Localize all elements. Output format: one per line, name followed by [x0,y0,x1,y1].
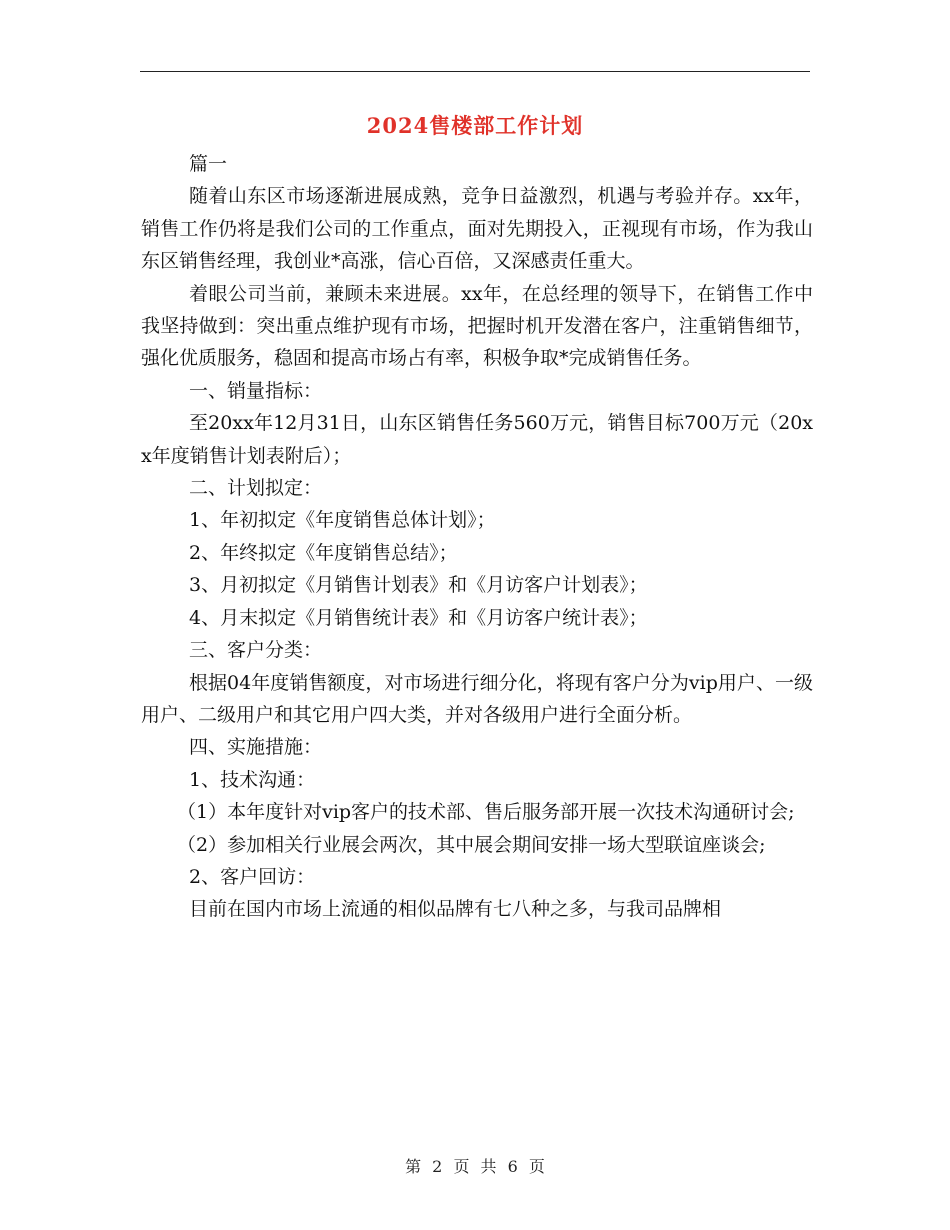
subheading-customer-revisit: 2、客户回访： [189,865,316,888]
list-item-plan-1: 1、年初拟定《年度销售总体计划》； [189,509,496,532]
list-item-plan-2: 2、年终拟定《年度销售总结》； [189,541,458,564]
subheading-tech-communication: 1、技术沟通： [189,768,316,791]
paragraph-customer-revisit: 目前在国内市场上流通的相似品牌有七八种之多，与我司品牌相 [189,898,722,921]
header-rule [140,71,810,72]
list-item-plan-4: 4、月末拟定《月销售统计表》和《月访客户统计表》； [189,606,648,629]
paragraph-intro: 随着山东区市场逐渐进展成熟，竞争日益激烈，机遇与考验并存。xx年，销售工作仍将是我们公司的工作重点，面对先期投入，正视现有市场，作为我山东区销售经理，我创业*高涨，信心百倍，又深感责任重大。 [141,185,813,273]
heading-plan-drafting: 二、计划拟定： [189,477,323,500]
heading-measures: 四、实施措施： [189,736,323,759]
list-item-plan-3: 3、月初拟定《月销售计划表》和《月访客户计划表》； [189,574,648,597]
paragraph-customer-classification: 根据04年度销售额度，对市场进行细分化，将现有客户分为vip用户、一级用户、二级用户和其它用户四大类，并对各级用户进行全面分析。 [141,671,813,726]
document-body [141,148,813,926]
heading-customer-classification: 三、客户分类： [189,639,323,662]
list-item-tech-2: （2）参加相关行业展会两次，其中展会期间安排一场大型联谊座谈会; [177,833,766,856]
page-number: 第 2 页 共 6 页 [405,1157,545,1176]
document-title: 2024售楼部工作计划 [366,113,584,138]
paragraph-sales-target: 至20xx年12月31日，山东区销售任务560万元，销售目标700万元（20xx年度销售计划表附后）； [141,412,813,467]
list-item-tech-1: （1）本年度针对vip客户的技术部、售后服务部开展一次技术沟通研讨会; [177,801,795,824]
paragraph-section-label: 篇一 [189,153,228,175]
paragraph-focus: 着眼公司当前，兼顾未来进展。xx年，在总经理的领导下，在销售工作中我坚持做到：突出重点维护现有市场，把握时机开发潜在客户，注重销售细节，强化优质服务，稳固和提高市场占有率，积极争取*完成销售任务。 [141,282,813,370]
heading-sales-target: 一、销量指标： [189,379,323,402]
